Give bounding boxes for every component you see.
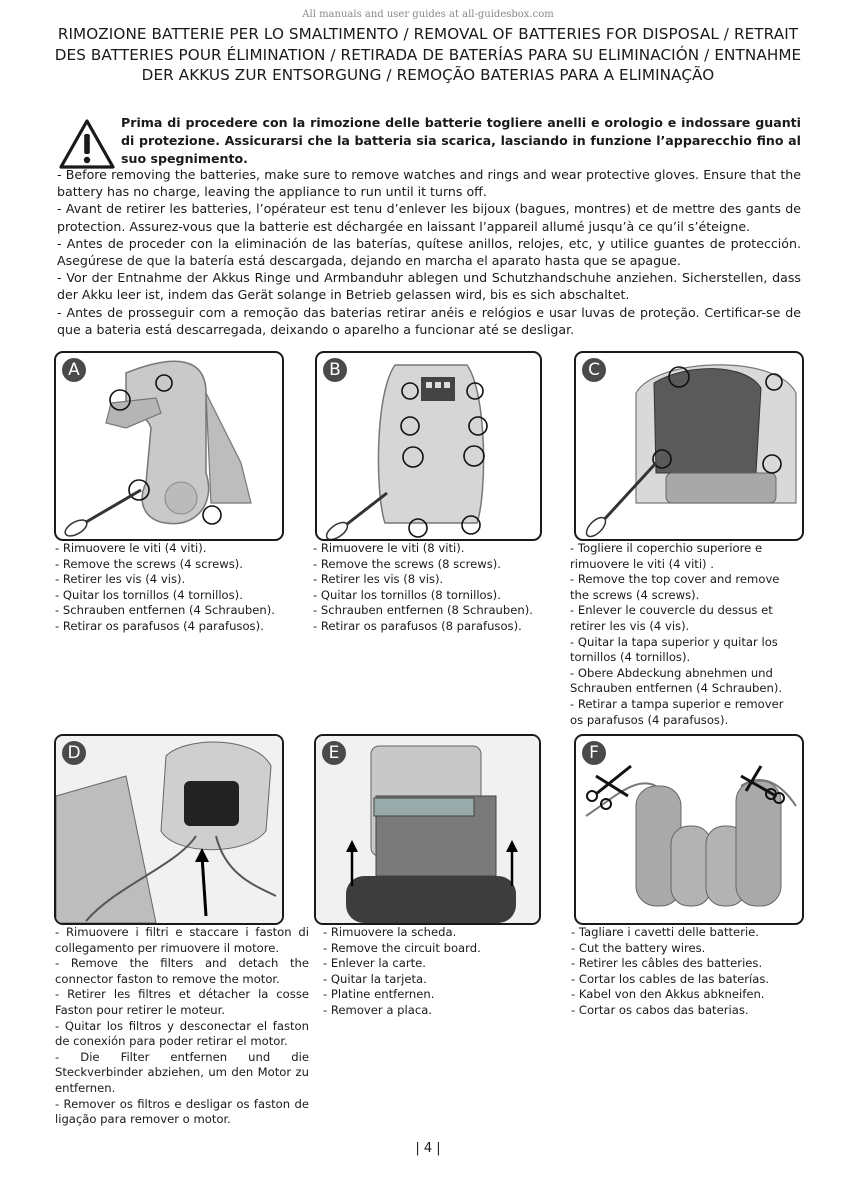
intro-block xyxy=(57,166,801,338)
step-a-caption: - Rimuovere le viti (4 viti). - Remove the screws (4 screws). - Retirer les vis (4 vis). - Quitar los tornillos (4 tornillos). - Schrauben entfernen (4 Schrauben). - Retirar os parafusos (4 parafusos). xyxy=(55,541,275,633)
page-title: RIMOZIONE BATTERIE PER LO SMALTIMENTO / REMOVAL OF BATTERIES FOR DISPOSAL / RETRAIT DES BATTERIES POUR ÉLIMINATION / RETIRADA DE BATERÍAS PARA SU ELIMINACIÓN / ENTNAHME DER AKKUS ZUR ENTSORGUNG / REMOÇÃO BATERIAS PARA A ELIMINAÇÃO xyxy=(54,25,802,84)
step-c-image xyxy=(574,351,804,541)
step-d-badge: D xyxy=(62,741,86,765)
step-b-badge: B xyxy=(323,358,347,382)
battery-pack-illustration xyxy=(317,353,540,539)
top-cover-illustration xyxy=(576,353,802,539)
step-a-badge: A xyxy=(62,358,86,382)
page-number: | 4 | xyxy=(415,1141,441,1156)
warning-triangle-icon xyxy=(58,118,116,170)
step-e-badge: E xyxy=(322,741,346,765)
step-c-caption: - Togliere il coperchio superiore e rimuovere le viti (4 viti) . - Remove the top cover and remove the screws (4 screws). - Enlever le couvercle du dessus et retirer les vis (4 vis). - Quitar la tapa superior y quitar los tornillos (4 tornillos). - Obere Abdeckung abnehmen und Schrauben entfernen (4 Schrauben). - Retirar a tampa superior e remover os parafusos (4 parafusos). xyxy=(570,541,784,727)
step-e-caption: - Rimuovere la scheda. - Remove the circuit board. - Enlever la carte. - Quitar la tarjeta. - Platine entfernen. - Remover a placa. xyxy=(323,925,481,1017)
intro-paragraph-en: - Before removing the batteries, make sure to remove watches and rings and wear protective gloves. Ensure that the battery has no charge, leaving the appliance to run until it turns off. xyxy=(57,167,801,200)
intro-paragraph-de: - Vor der Entnahme der Akkus Ringe und Armbanduhr ablegen und Schutzhandschuhe anziehen. Sicherstellen, dass der Akku leer ist, indem das Gerät solange in Betrieb gelassen wird, bis es sich abschaltet. xyxy=(57,270,801,303)
step-d-caption: - Rimuovere i filtri e staccare i faston di collegamento per rimuovere il motore. - Remove the filters and detach the connector faston to remove the motor. - Retirer les filtres et détacher la cosse Faston pour retirer le moteur. - Quitar los filtros y desconectar el faston de conexión para poder retirar el motor. - Die Filter entfernen und die Steckverbinder abziehen, um den Motor zu entfernen. - Remover os filtros e desligar os faston de ligação para remover o motor. xyxy=(55,925,309,1127)
warning-text: Prima di procedere con la rimozione delle batterie togliere anelli e orologio e indossare guanti di protezione. Assicurarsi che la batteria sia scarica, lasciando in funzione l’apparecchio fino al suo spegnimento. xyxy=(121,115,801,166)
intro-paragraph-pt: - Antes de prosseguir com a remoção das baterias retirar anéis e relógios e usar luvas de proteção. Certificar-se de que a bateria está descarregada, deixando o aparelho a funcionar até se desligar. xyxy=(57,304,801,337)
watermark: All manuals and user guides at all-guidesbox.com xyxy=(302,9,554,20)
step-b-image xyxy=(315,351,542,541)
step-f-badge: F xyxy=(582,741,606,765)
intro-paragraph-es: - Antes de proceder con la eliminación de las baterías, quítese anillos, relojes, etc, y utilice guantes de protección. Asegúrese de que la batería está descargada, dejando en marcha el aparato hasta que se apague. xyxy=(57,235,801,269)
step-c-badge: C xyxy=(582,358,606,382)
handle-illustration xyxy=(56,353,282,539)
step-f-image xyxy=(574,734,804,925)
scissors-icon-left xyxy=(587,766,631,809)
circuit-board-illustration xyxy=(316,736,539,923)
intro-paragraph-fr: - Avant de retirer les batteries, l’opérateur est tenu d’enlever les bijoux (bagues, montres) et de mettre des gants de protection. Assurez-vous que la batterie est déchargée en laissant l’appareil allumé jusqu’à ce qu’il s’éteigne. xyxy=(57,201,801,234)
step-b-caption: - Rimuovere le viti (8 viti). - Remove the screws (8 screws). - Retirer les vis (8 vis). - Quitar los tornillos (8 tornillos). - Schrauben entfernen (8 Schrauben). - Retirar os parafusos (8 parafusos). xyxy=(313,541,533,633)
battery-cells-illustration xyxy=(576,736,802,923)
step-a-image xyxy=(54,351,284,541)
step-d-image xyxy=(54,734,284,925)
step-f-caption: - Tagliare i cavetti delle batterie. - Cut the battery wires. - Retirer les câbles des batteries. - Cortar los cables de las baterías. - Kabel von den Akkus abkneifen. - Cortar os cabos das baterias. xyxy=(571,925,770,1017)
step-e-image xyxy=(314,734,541,925)
motor-illustration xyxy=(56,736,282,923)
